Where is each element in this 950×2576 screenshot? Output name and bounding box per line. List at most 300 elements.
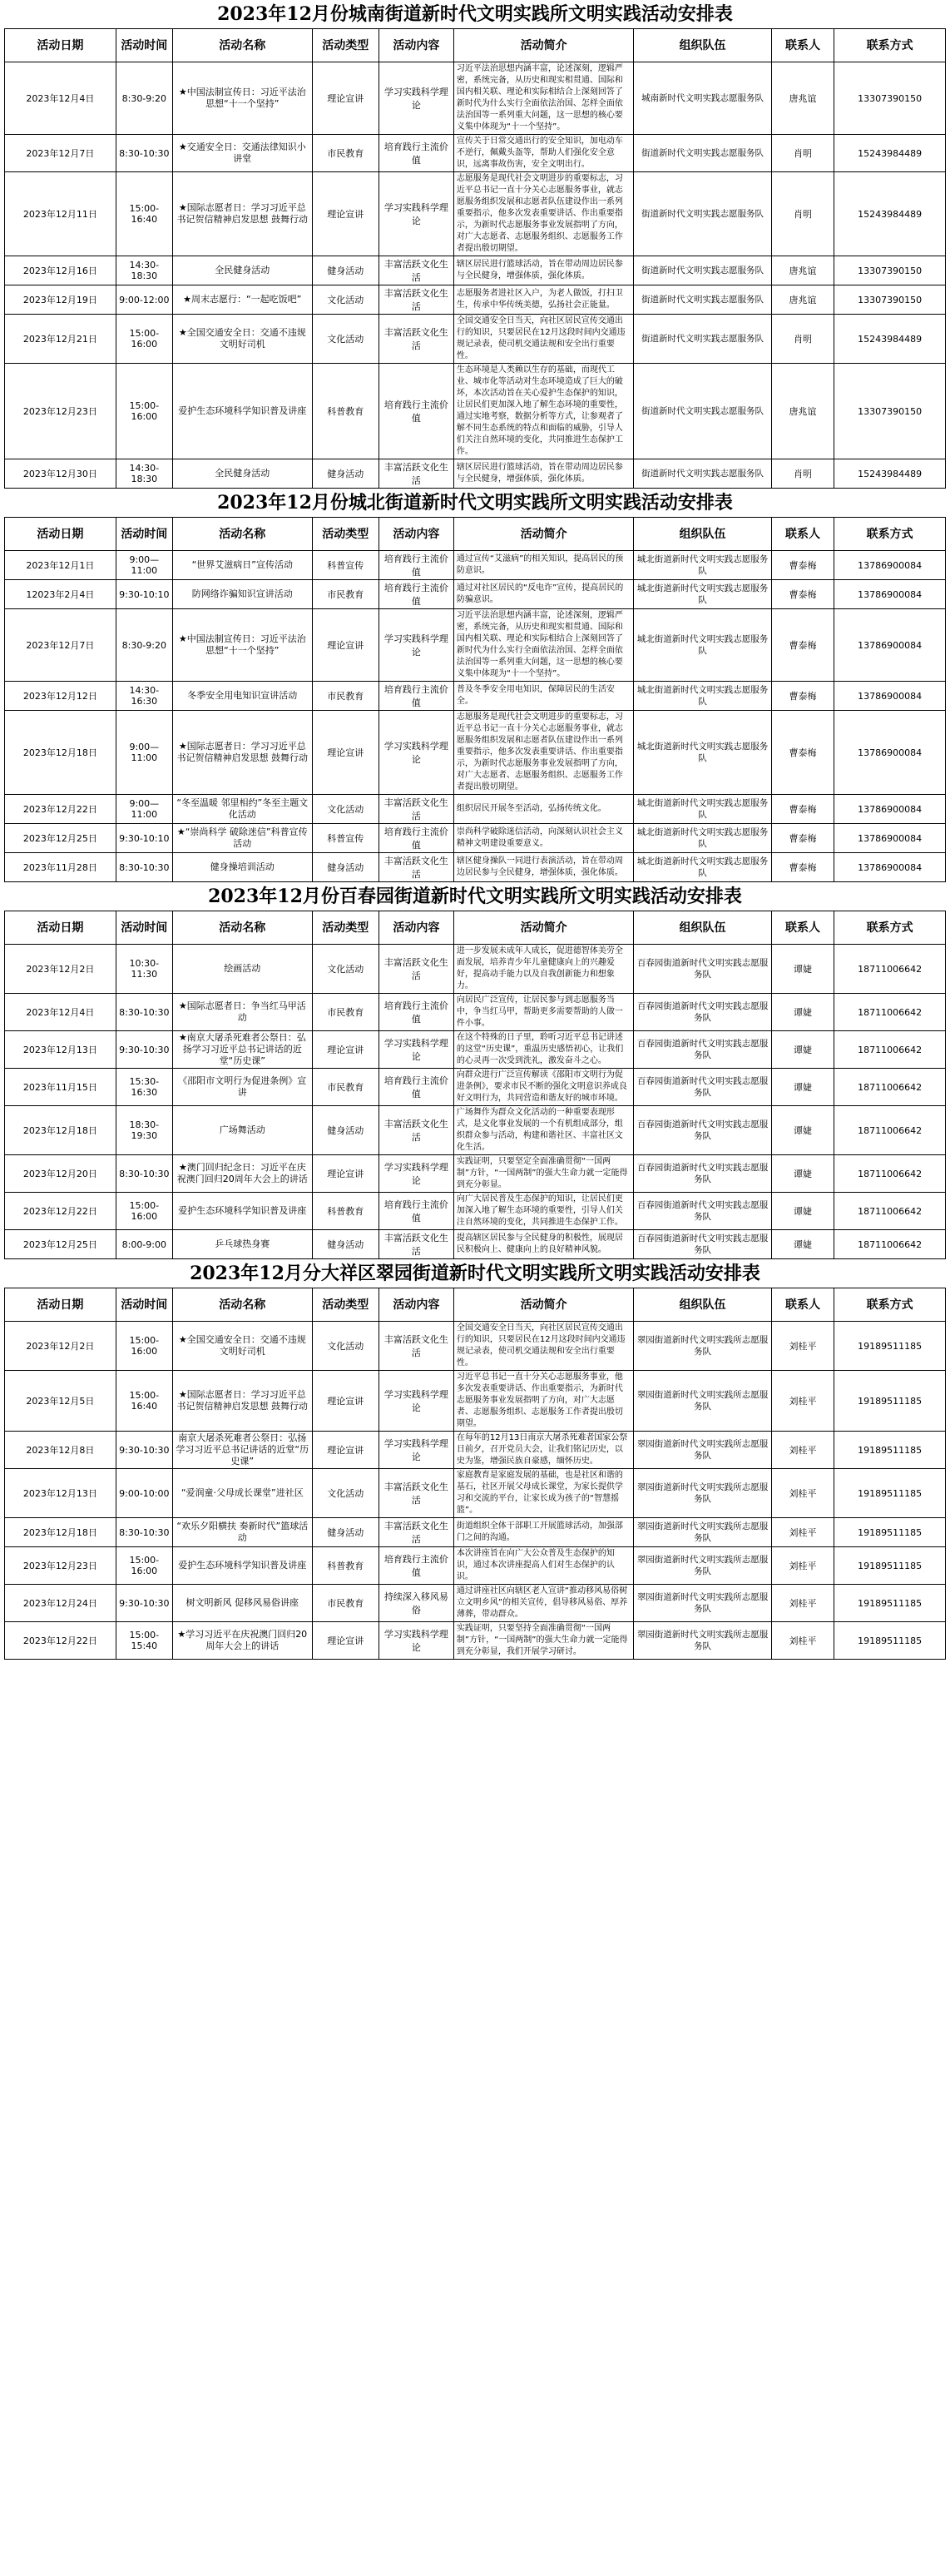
contact-cell: 刘桂平 <box>771 1469 834 1518</box>
time-cell: 15:00-16:00 <box>116 1547 172 1585</box>
phone-cell: 19189511185 <box>834 1585 946 1622</box>
contact-cell: 刘桂平 <box>771 1371 834 1432</box>
table-row <box>5 459 946 489</box>
contact-cell: 肖明 <box>771 315 834 364</box>
time-cell: 9:30-10:10 <box>116 824 172 853</box>
activity-content-cell: 培育践行主流价值 <box>379 1069 453 1106</box>
column-header: 活动类型 <box>312 518 379 551</box>
schedule-section <box>4 489 946 882</box>
team-cell: 翠园街道新时代文明实践所志愿服务队 <box>634 1585 771 1622</box>
table-title: 2023年12月份城南街道新时代文明实践所文明实践活动安排表 <box>217 3 733 25</box>
team-cell: 街道新时代文明实践志愿服务队 <box>634 256 771 285</box>
activity-content-cell: 持续深入移风易俗 <box>379 1585 453 1622</box>
table-row <box>5 824 946 853</box>
activity-type-cell: 理论宣讲 <box>312 1155 379 1193</box>
activity-type-cell: 市民教育 <box>312 1069 379 1106</box>
time-cell: 15:00-15:40 <box>116 1622 172 1660</box>
time-cell: 15:00-16:40 <box>116 172 172 256</box>
activity-type-cell: 科普宣传 <box>312 824 379 853</box>
table-row <box>5 795 946 824</box>
table-row <box>5 1432 946 1469</box>
contact-cell: 刘桂平 <box>771 1322 834 1371</box>
date-cell: 2023年12月18日 <box>5 1518 116 1547</box>
phone-cell: 13786900084 <box>834 609 946 682</box>
intro-cell: 生态环境是人类赖以生存的基础，而现代工业、城市化等活动对生态环境造成了巨大的破坏，本次活动旨在关心爱护生态保护的知识，让居民们更加深入地了解生态环境的重要性，通过实地考察，数据分析等方式，让参观者了解不同生态系统的特点和面临的威胁，引导人们关注自然环境的变化，共同推进生态保护工作。 <box>453 364 633 459</box>
table-row <box>5 364 946 459</box>
team-cell: 翠园街道新时代文明实践所志愿服务队 <box>634 1547 771 1585</box>
time-cell: 14:30-18:30 <box>116 256 172 285</box>
activity-type-cell: 理论宣讲 <box>312 711 379 795</box>
contact-cell: 曹泰梅 <box>771 795 834 824</box>
contact-cell: 唐兆谊 <box>771 285 834 315</box>
phone-cell: 13786900084 <box>834 711 946 795</box>
column-header: 活动内容 <box>379 911 453 945</box>
phone-cell: 15243984489 <box>834 172 946 256</box>
column-header: 联系方式 <box>834 911 946 945</box>
intro-cell: 通过对社区居民的“反电诈”宣传，提高居民的防骗意识。 <box>453 580 633 609</box>
date-cell: 2023年12月16日 <box>5 256 116 285</box>
activity-type-cell: 市民教育 <box>312 1585 379 1622</box>
activity-type-cell: 市民教育 <box>312 994 379 1031</box>
activity-type-cell: 健身活动 <box>312 256 379 285</box>
activity-content-cell: 丰富活跃文化生活 <box>379 1322 453 1371</box>
intro-cell: 向居民广泛宣传，让居民参与到志愿服务当中，争当红马甲，帮助更多需要帮助的人做一件小事。 <box>453 994 633 1031</box>
contact-cell: 曹泰梅 <box>771 853 834 882</box>
phone-cell: 19189511185 <box>834 1371 946 1432</box>
intro-cell: 志愿服务者进社区入户，为老人做饭，打扫卫生，传承中华传统美德，弘扬社会正能量。 <box>453 285 633 315</box>
contact-cell: 曹泰梅 <box>771 824 834 853</box>
intro-cell: 全国交通安全日当天，向社区居民宣传交通出行的知识，只要居民在12月这段时间内交通违规记录表，使司机交通法规和安全出行重要性。 <box>453 315 633 364</box>
intro-cell: 志愿服务是现代社会文明进步的重要标志，习近平总书记一直十分关心志愿服务事业，就志愿服务组织发展和志愿者队伍建设作出一系列重要指示，他多次发表重要讲话、作出重要指示，为新时代志愿服务事业发展指明了方向，对广大志愿者、志愿服务组织、志愿服务工作者提出殷切期望。 <box>453 711 633 795</box>
table-row <box>5 62 946 135</box>
phone-cell: 18711006642 <box>834 1193 946 1230</box>
team-cell: 翠园街道新时代文明实践所志愿服务队 <box>634 1432 771 1469</box>
activity-type-cell: 理论宣讲 <box>312 1371 379 1432</box>
table-row <box>5 285 946 315</box>
activity-name-cell: 树文明新风 促移风易俗讲座 <box>172 1585 312 1622</box>
team-cell: 城北街道新时代文明实践志愿服务队 <box>634 711 771 795</box>
activity-name-cell: 乒乓球热身赛 <box>172 1230 312 1259</box>
activity-name-cell: 南京大屠杀死难者公祭日：弘扬学习习近平总书记讲话的近堂“历史课” <box>172 1432 312 1469</box>
contact-cell: 曹泰梅 <box>771 580 834 609</box>
activity-name-cell: ★国际志愿者日：学习习近平总书记贺信精神启发思想 鼓舞行动 <box>172 172 312 256</box>
phone-cell: 18711006642 <box>834 1069 946 1106</box>
date-cell: 2023年12月25日 <box>5 1230 116 1259</box>
date-cell: 12023年2月4日 <box>5 580 116 609</box>
phone-cell: 13786900084 <box>834 551 946 580</box>
time-cell: 14:30-16:30 <box>116 682 172 711</box>
activity-type-cell: 文化活动 <box>312 1322 379 1371</box>
date-cell: 2023年12月2日 <box>5 1322 116 1371</box>
activity-name-cell: 防网络诈骗知识宣讲活动 <box>172 580 312 609</box>
intro-cell: 习近平总书记一直十分关心志愿服务事业，他多次发表重要讲话、作出重要指示，为新时代志愿服务事业发展指明了方向，对广大志愿者、志愿服务组织、志愿服务工作者提出殷切期望。 <box>453 1371 633 1432</box>
activity-name-cell: 全民健身活动 <box>172 459 312 489</box>
time-cell: 9:30-10:30 <box>116 1031 172 1069</box>
contact-cell: 谭婕 <box>771 1106 834 1155</box>
column-header: 组织队伍 <box>634 29 771 62</box>
time-cell: 10:30-11:30 <box>116 945 172 994</box>
column-header: 活动简介 <box>453 911 633 945</box>
activity-content-cell: 培育践行主流价值 <box>379 580 453 609</box>
team-cell: 百春园街道新时代文明实践志愿服务队 <box>634 1069 771 1106</box>
header-row <box>5 29 946 62</box>
column-header: 活动名称 <box>172 1288 312 1322</box>
activity-content-cell: 培育践行主流价值 <box>379 364 453 459</box>
table-row <box>5 945 946 994</box>
activity-type-cell: 文化活动 <box>312 1469 379 1518</box>
team-cell: 街道新时代文明实践志愿服务队 <box>634 459 771 489</box>
contact-cell: 谭婕 <box>771 994 834 1031</box>
intro-cell: 通过讲座社区向辖区老人宣讲“推动移风易俗树立文明乡风”的相关宣传，倡导移风易俗、厚养薄葬，带动群众。 <box>453 1585 633 1622</box>
contact-cell: 谭婕 <box>771 1155 834 1193</box>
team-cell: 翠园街道新时代文明实践所志愿服务队 <box>634 1371 771 1432</box>
time-cell: 8:30-10:30 <box>116 135 172 172</box>
intro-cell: 辖区健身操队一同进行表演活动，旨在带动周边居民参与全民健身，增强体质，强化体质。 <box>453 853 633 882</box>
contact-cell: 肖明 <box>771 135 834 172</box>
activity-content-cell: 丰富活跃文化生活 <box>379 1518 453 1547</box>
contact-cell: 刘桂平 <box>771 1622 834 1660</box>
team-cell: 街道新时代文明实践志愿服务队 <box>634 135 771 172</box>
table-row <box>5 580 946 609</box>
column-header: 活动时间 <box>116 911 172 945</box>
activity-type-cell: 文化活动 <box>312 795 379 824</box>
table-row <box>5 711 946 795</box>
phone-cell: 13786900084 <box>834 682 946 711</box>
table-row <box>5 609 946 682</box>
activity-content-cell: 丰富活跃文化生活 <box>379 853 453 882</box>
phone-cell: 13786900084 <box>834 824 946 853</box>
time-cell: 9:00—11:00 <box>116 711 172 795</box>
activity-name-cell: 爱护生态环境科学知识普及讲座 <box>172 1547 312 1585</box>
activity-type-cell: 文化活动 <box>312 945 379 994</box>
date-cell: 2023年12月19日 <box>5 285 116 315</box>
activity-content-cell: 丰富活跃文化生活 <box>379 459 453 489</box>
time-cell: 9:00-10:00 <box>116 1469 172 1518</box>
activity-name-cell: ★国际志愿者日：学习习近平总书记贺信精神启发思想 鼓舞行动 <box>172 711 312 795</box>
date-cell: 2023年12月4日 <box>5 994 116 1031</box>
activity-content-cell: 丰富活跃文化生活 <box>379 1469 453 1518</box>
team-cell: 城北街道新时代文明实践志愿服务队 <box>634 682 771 711</box>
contact-cell: 谭婕 <box>771 1069 834 1106</box>
activity-name-cell: ★国际志愿者日：学习习近平总书记贺信精神启发思想 鼓舞行动 <box>172 1371 312 1432</box>
activity-name-cell: “欢乐夕阳横扶 奏新时代”篮球活动 <box>172 1518 312 1547</box>
date-cell: 2023年12月22日 <box>5 1193 116 1230</box>
activity-type-cell: 理论宣讲 <box>312 609 379 682</box>
time-cell: 8:30-10:30 <box>116 1155 172 1193</box>
team-cell: 街道新时代文明实践志愿服务队 <box>634 285 771 315</box>
phone-cell: 18711006642 <box>834 1106 946 1155</box>
date-cell: 2023年12月23日 <box>5 1547 116 1585</box>
activity-name-cell: ★全国交通安全日：交通不违规 文明好司机 <box>172 1322 312 1371</box>
time-cell: 9:30-10:30 <box>116 1432 172 1469</box>
activity-content-cell: 学习实践科学理论 <box>379 1432 453 1469</box>
time-cell: 15:00-16:00 <box>116 1193 172 1230</box>
intro-cell: 广场舞作为群众文化活动的一种重要表现形式，是文化事业发展的一个有机组成部分，组织群众参与活动，构建和谐社区、丰富社区文化生活。 <box>453 1106 633 1155</box>
intro-cell: 家庭教育是家庭发展的基础，也是社区和谐的基石，社区开展父母成长课堂，为家长提供学习和交流的平台，让家长成为孩子的“智慧摇篮”。 <box>453 1469 633 1518</box>
team-cell: 城北街道新时代文明实践志愿服务队 <box>634 853 771 882</box>
time-cell: 9:00-12:00 <box>116 285 172 315</box>
contact-cell: 曹泰梅 <box>771 682 834 711</box>
header-row <box>5 911 946 945</box>
activity-type-cell: 理论宣讲 <box>312 62 379 135</box>
date-cell: 2023年12月1日 <box>5 551 116 580</box>
team-cell: 翠园街道新时代文明实践所志愿服务队 <box>634 1518 771 1547</box>
activity-content-cell: 丰富活跃文化生活 <box>379 945 453 994</box>
column-header: 联系方式 <box>834 1288 946 1322</box>
intro-cell: 通过宣传“艾滋病”的相关知识，提高居民的预防意识。 <box>453 551 633 580</box>
team-cell: 百春园街道新时代文明实践志愿服务队 <box>634 1106 771 1155</box>
column-header: 组织队伍 <box>634 911 771 945</box>
activity-type-cell: 理论宣讲 <box>312 1622 379 1660</box>
activity-name-cell: ★南京大屠杀死难者公祭日：弘扬学习习近平总书记讲话的近堂“历史课” <box>172 1031 312 1069</box>
column-header: 活动名称 <box>172 29 312 62</box>
activity-type-cell: 理论宣讲 <box>312 1432 379 1469</box>
schedule-section <box>4 882 946 1259</box>
activity-name-cell: 健身操培训活动 <box>172 853 312 882</box>
activity-name-cell: 绘画活动 <box>172 945 312 994</box>
phone-cell: 19189511185 <box>834 1432 946 1469</box>
column-header: 联系方式 <box>834 29 946 62</box>
date-cell: 2023年12月7日 <box>5 135 116 172</box>
activity-type-cell: 文化活动 <box>312 285 379 315</box>
activity-name-cell: ★全国交通安全日：交通不违规 文明好司机 <box>172 315 312 364</box>
table-row <box>5 1469 946 1518</box>
date-cell: 2023年12月18日 <box>5 1106 116 1155</box>
contact-cell: 肖明 <box>771 459 834 489</box>
contact-cell: 曹泰梅 <box>771 551 834 580</box>
phone-cell: 15243984489 <box>834 315 946 364</box>
activity-content-cell: 培育践行主流价值 <box>379 824 453 853</box>
schedule-section <box>4 1259 946 1660</box>
activity-name-cell: ★中国法制宣传日：习近平法治思想“十一个坚持” <box>172 609 312 682</box>
activity-name-cell: ★交通安全日：交通法律知识小讲堂 <box>172 135 312 172</box>
date-cell: 2023年12月21日 <box>5 315 116 364</box>
column-header: 活动时间 <box>116 1288 172 1322</box>
table-row <box>5 1371 946 1432</box>
activity-type-cell: 理论宣讲 <box>312 172 379 256</box>
activity-content-cell: 学习实践科学理论 <box>379 172 453 256</box>
date-cell: 2023年12月2日 <box>5 945 116 994</box>
column-header: 活动简介 <box>453 518 633 551</box>
team-cell: 街道新时代文明实践志愿服务队 <box>634 364 771 459</box>
activity-type-cell: 市民教育 <box>312 580 379 609</box>
activity-content-cell: 培育践行主流价值 <box>379 994 453 1031</box>
column-header: 活动名称 <box>172 518 312 551</box>
contact-cell: 唐兆谊 <box>771 256 834 285</box>
team-cell: 城北街道新时代文明实践志愿服务队 <box>634 795 771 824</box>
activity-type-cell: 市民教育 <box>312 682 379 711</box>
date-cell: 2023年12月22日 <box>5 1622 116 1660</box>
activity-name-cell: 爱护生态环境科学知识普及讲座 <box>172 364 312 459</box>
column-header: 活动类型 <box>312 29 379 62</box>
date-cell: 2023年12月12日 <box>5 682 116 711</box>
table-row <box>5 682 946 711</box>
time-cell: 9:30-10:10 <box>116 580 172 609</box>
table-row <box>5 1106 946 1155</box>
table-row <box>5 135 946 172</box>
phone-cell: 18711006642 <box>834 994 946 1031</box>
column-header: 活动类型 <box>312 1288 379 1322</box>
time-cell: 15:30-16:30 <box>116 1069 172 1106</box>
activity-type-cell: 文化活动 <box>312 315 379 364</box>
column-header: 活动内容 <box>379 518 453 551</box>
table-title: 2023年12月份百春园街道新时代文明实践所文明实践活动安排表 <box>208 886 742 907</box>
activity-content-cell: 学习实践科学理论 <box>379 711 453 795</box>
time-cell: 8:30-10:30 <box>116 994 172 1031</box>
date-cell: 2023年12月20日 <box>5 1155 116 1193</box>
contact-cell: 曹泰梅 <box>771 609 834 682</box>
activity-type-cell: 理论宣讲 <box>312 1031 379 1069</box>
activity-content-cell: 丰富活跃文化生活 <box>379 285 453 315</box>
column-header: 活动日期 <box>5 911 116 945</box>
document <box>4 0 946 1660</box>
table-row <box>5 551 946 580</box>
intro-cell: 组织居民开展冬至活动，弘扬传统文化。 <box>453 795 633 824</box>
contact-cell: 唐兆谊 <box>771 62 834 135</box>
phone-cell: 18711006642 <box>834 945 946 994</box>
table-row <box>5 1322 946 1371</box>
phone-cell: 13307390150 <box>834 62 946 135</box>
column-header: 活动时间 <box>116 29 172 62</box>
intro-cell: 在每年的12月13日南京大屠杀死难者国家公祭日前夕，召开党员大会，让我们铭记历史，以史为鉴，增强民族自豪感，缅怀历史。 <box>453 1432 633 1469</box>
column-header: 联系人 <box>771 911 834 945</box>
schedule-section <box>4 0 946 489</box>
column-header: 活动类型 <box>312 911 379 945</box>
activity-type-cell: 健身活动 <box>312 853 379 882</box>
activity-name-cell: “爱润童·父母成长课堂”进社区 <box>172 1469 312 1518</box>
column-header: 活动时间 <box>116 518 172 551</box>
column-header: 活动内容 <box>379 29 453 62</box>
intro-cell: 普及冬季安全用电知识，保障居民的生活安全。 <box>453 682 633 711</box>
team-cell: 城北街道新时代文明实践志愿服务队 <box>634 824 771 853</box>
team-cell: 百春园街道新时代文明实践志愿服务队 <box>634 945 771 994</box>
activity-type-cell: 健身活动 <box>312 459 379 489</box>
activity-content-cell: 丰富活跃文化生活 <box>379 1106 453 1155</box>
phone-cell: 13786900084 <box>834 580 946 609</box>
activity-content-cell: 学习实践科学理论 <box>379 609 453 682</box>
team-cell: 百春园街道新时代文明实践志愿服务队 <box>634 1031 771 1069</box>
contact-cell: 唐兆谊 <box>771 364 834 459</box>
time-cell: 8:30-10:30 <box>116 853 172 882</box>
team-cell: 街道新时代文明实践志愿服务队 <box>634 315 771 364</box>
table-row <box>5 1069 946 1106</box>
table-row <box>5 1193 946 1230</box>
activity-content-cell: 培育践行主流价值 <box>379 551 453 580</box>
activity-name-cell: ★中国法制宣传日：习近平法治思想“十一个坚持” <box>172 62 312 135</box>
column-header: 活动日期 <box>5 29 116 62</box>
phone-cell: 13307390150 <box>834 285 946 315</box>
intro-cell: 辖区居民进行篮球活动，旨在带动周边居民参与全民健身，增强体质，强化体质。 <box>453 459 633 489</box>
intro-cell: 向群众进行广泛宣传解读《邵阳市文明行为促进条例》，要求市民不断的强化文明意识养成良好文明行为，共同营造和谐友好的城市环境。 <box>453 1069 633 1106</box>
time-cell: 9:00—11:00 <box>116 551 172 580</box>
table-row <box>5 1547 946 1585</box>
column-header: 组织队伍 <box>634 1288 771 1322</box>
activity-name-cell: ★澳门回归纪念日：习近平在庆祝澳门回归20周年大会上的讲话 <box>172 1155 312 1193</box>
table-row <box>5 1155 946 1193</box>
table-row <box>5 1585 946 1622</box>
contact-cell: 肖明 <box>771 172 834 256</box>
contact-cell: 刘桂平 <box>771 1547 834 1585</box>
team-cell: 百春园街道新时代文明实践志愿服务队 <box>634 994 771 1031</box>
phone-cell: 19189511185 <box>834 1469 946 1518</box>
date-cell: 2023年12月7日 <box>5 609 116 682</box>
phone-cell: 15243984489 <box>834 135 946 172</box>
activity-name-cell: 爱护生态环境科学知识普及讲座 <box>172 1193 312 1230</box>
table-row <box>5 853 946 882</box>
time-cell: 8:30-9:20 <box>116 62 172 135</box>
schedule-table <box>4 28 946 489</box>
phone-cell: 13307390150 <box>834 364 946 459</box>
column-header: 活动名称 <box>172 911 312 945</box>
contact-cell: 谭婕 <box>771 1193 834 1230</box>
activity-content-cell: 丰富活跃文化生活 <box>379 795 453 824</box>
phone-cell: 13786900084 <box>834 853 946 882</box>
activity-content-cell: 丰富活跃文化生活 <box>379 256 453 285</box>
date-cell: 2023年12月8日 <box>5 1432 116 1469</box>
column-header: 活动内容 <box>379 1288 453 1322</box>
intro-cell: 街道组织全体干部职工开展篮球活动，加强部门之间的沟通。 <box>453 1518 633 1547</box>
activity-type-cell: 科普教育 <box>312 1193 379 1230</box>
phone-cell: 18711006642 <box>834 1230 946 1259</box>
column-header: 联系人 <box>771 518 834 551</box>
time-cell: 15:00-16:00 <box>116 364 172 459</box>
team-cell: 城北街道新时代文明实践志愿服务队 <box>634 580 771 609</box>
column-header: 联系方式 <box>834 518 946 551</box>
column-header: 联系人 <box>771 29 834 62</box>
column-header: 活动简介 <box>453 1288 633 1322</box>
date-cell: 2023年12月25日 <box>5 824 116 853</box>
table-row <box>5 1518 946 1547</box>
intro-cell: 习近平法治思想内涵丰富，论述深刻，逻辑严密，系统完备，从历史和现实相贯通、国际和国内相关联、理论和实际相结合上深刻回答了新时代为什么实行全面依法治国、怎样全面依法治国等一系列重大问题，这一思想的核心要义集中体现为“十一个坚持”。 <box>453 609 633 682</box>
phone-cell: 13307390150 <box>834 256 946 285</box>
intro-cell: 习近平法治思想内涵丰富，论述深刻，逻辑严密，系统完备，从历史和现实相贯通、国际和国内相关联、理论和实际相结合上深刻回答了新时代为什么实行全面依法治国、怎样全面依法治国等一系列重大问题，这一思想的核心要义集中体现为“十一个坚持”。 <box>453 62 633 135</box>
contact-cell: 谭婕 <box>771 945 834 994</box>
date-cell: 2023年11月28日 <box>5 853 116 882</box>
team-cell: 百春园街道新时代文明实践志愿服务队 <box>634 1155 771 1193</box>
time-cell: 9:30-10:30 <box>116 1585 172 1622</box>
date-cell: 2023年12月11日 <box>5 172 116 256</box>
intro-cell: 宣传关于日常交通出行的安全知识，加电动车不逆行，佩戴头盔等，帮助人们强化安全意识，远离事故伤害，安全文明出行。 <box>453 135 633 172</box>
column-header: 活动简介 <box>453 29 633 62</box>
contact-cell: 曹泰梅 <box>771 711 834 795</box>
date-cell: 2023年12月13日 <box>5 1031 116 1069</box>
intro-cell: 进一步发展未成年人成长，促进德智体美劳全面发展，培养青少年儿童健康向上的兴趣爱好，提高动手能力以及自我创新能力和想象力。 <box>453 945 633 994</box>
team-cell: 翠园街道新时代文明实践所志愿服务队 <box>634 1469 771 1518</box>
table-row <box>5 315 946 364</box>
table-row <box>5 994 946 1031</box>
activity-content-cell: 培育践行主流价值 <box>379 1193 453 1230</box>
table-title: 2023年12月分大祥区翠园街道新时代文明实践所文明实践活动安排表 <box>190 1263 760 1284</box>
activity-type-cell: 市民教育 <box>312 135 379 172</box>
time-cell: 14:30-18:30 <box>116 459 172 489</box>
activity-name-cell: ★“崇尚科学 破除迷信”科普宣传活动 <box>172 824 312 853</box>
time-cell: 15:00-16:40 <box>116 1371 172 1432</box>
column-header: 组织队伍 <box>634 518 771 551</box>
intro-cell: 崇尚科学破除迷信活动，向深刻认识社会主义精神文明建设重要意义。 <box>453 824 633 853</box>
team-cell: 翠园街道新时代文明实践所志愿服务队 <box>634 1622 771 1660</box>
intro-cell: 提高辖区居民参与全民健身的积极性，展现居民积极向上、健康向上的良好精神风貌。 <box>453 1230 633 1259</box>
phone-cell: 18711006642 <box>834 1155 946 1193</box>
activity-content-cell: 培育践行主流价值 <box>379 682 453 711</box>
activity-type-cell: 科普教育 <box>312 364 379 459</box>
contact-cell: 谭婕 <box>771 1230 834 1259</box>
activity-type-cell: 健身活动 <box>312 1230 379 1259</box>
intro-cell: 本次讲座旨在向广大公众普及生态保护的知识，通过本次讲座提高人们对生态保护的认识。 <box>453 1547 633 1585</box>
team-cell: 翠园街道新时代文明实践所志愿服务队 <box>634 1322 771 1371</box>
date-cell: 2023年12月22日 <box>5 795 116 824</box>
intro-cell: 在这个特殊的日子里，聆听习近平总书记讲述的这堂“历史课”，重温历史感悟初心，让我们的心灵再一次受到洗礼，激发奋斗之心。 <box>453 1031 633 1069</box>
date-cell: 2023年12月30日 <box>5 459 116 489</box>
